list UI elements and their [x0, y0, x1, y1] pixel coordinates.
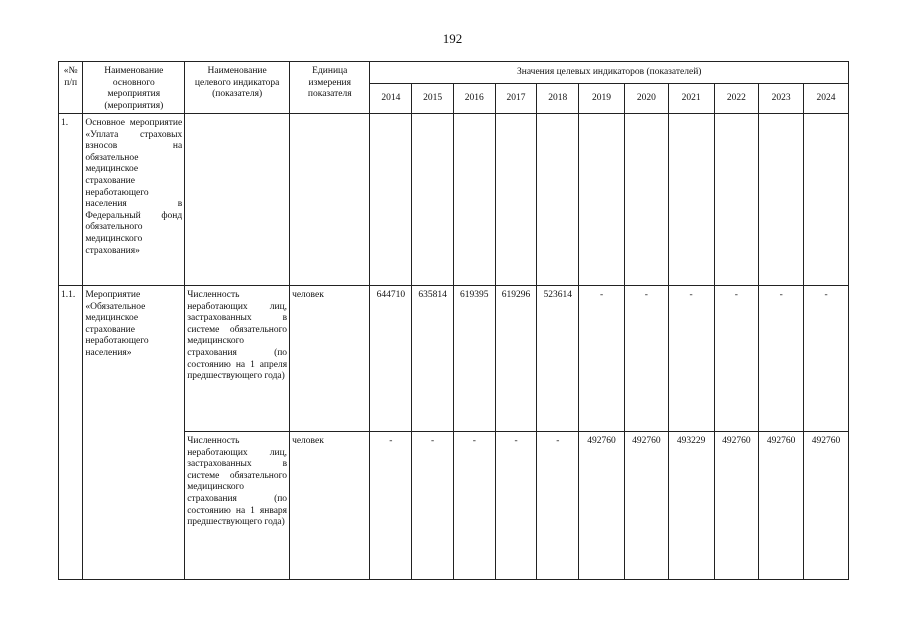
- value-cell: -: [759, 286, 804, 432]
- unit: человек: [290, 286, 370, 432]
- year-header: 2020: [624, 84, 668, 114]
- header-unit: Единица измерения показателя: [290, 62, 370, 114]
- year-header: 2014: [370, 84, 412, 114]
- table-row-main-event: [59, 114, 849, 286]
- value-cell: 492760: [714, 432, 759, 580]
- event-name: Мероприятие «Обязательное медицинское страхование неработающего населения»: [83, 286, 185, 580]
- value-cell: 493229: [668, 432, 714, 580]
- value-cell: 523614: [537, 286, 579, 432]
- year-header: 2017: [495, 84, 537, 114]
- event-name: Основное мероприятие «Уплата страховых взносов на обязательное медицинское страхование неработающего населения в Федеральный фонд обязательного медицинского страхования»: [83, 114, 185, 286]
- header-indicator: Наименование целевого индикатора (показателя): [185, 62, 290, 114]
- value-cell: -: [804, 286, 849, 432]
- value-cell: -: [537, 432, 579, 580]
- value-cell: -: [579, 286, 625, 432]
- row-num: 1.1.: [59, 286, 83, 580]
- value-cell: 635814: [412, 286, 454, 432]
- value-cell: -: [714, 286, 759, 432]
- value-cell: 492760: [624, 432, 668, 580]
- value-cell: 492760: [804, 432, 849, 580]
- year-header: 2024: [804, 84, 849, 114]
- year-header: 2019: [579, 84, 625, 114]
- year-header: 2018: [537, 84, 579, 114]
- value-cell: 644710: [370, 286, 412, 432]
- value-cell: 619296: [495, 286, 537, 432]
- value-cell: -: [668, 286, 714, 432]
- year-header: 2021: [668, 84, 714, 114]
- header-values-group: Значения целевых индикаторов (показателей): [370, 62, 849, 84]
- value-cell: 492760: [579, 432, 625, 580]
- indicator-name: Численность неработающих лиц, застрахованных в системе обязательного медицинского страхования (по состоянию на 1 апреля предшествующего года): [185, 286, 290, 432]
- value-cell: -: [624, 286, 668, 432]
- value-cell: -: [370, 432, 412, 580]
- header-row-1: [59, 62, 849, 84]
- header-event: Наименование основного мероприятия (мероприятия): [83, 62, 185, 114]
- year-header: 2022: [714, 84, 759, 114]
- year-header: 2023: [759, 84, 804, 114]
- value-cell: 619395: [453, 286, 495, 432]
- indicator-name: Численность неработающих лиц, застрахованных в системе обязательного медицинского страхования (по состоянию на 1 января предшествующего года): [185, 432, 290, 580]
- value-cell: 492760: [759, 432, 804, 580]
- header-num: «№ п/п: [59, 62, 83, 114]
- unit: человек: [290, 432, 370, 580]
- value-cell: -: [412, 432, 454, 580]
- target-indicators-table: [58, 61, 849, 580]
- row-num: 1.: [59, 114, 83, 286]
- year-header: 2015: [412, 84, 454, 114]
- table-row-indicator-april: [59, 286, 849, 432]
- value-cell: -: [495, 432, 537, 580]
- value-cell: -: [453, 432, 495, 580]
- year-header: 2016: [453, 84, 495, 114]
- page-number: 192: [442, 31, 463, 46]
